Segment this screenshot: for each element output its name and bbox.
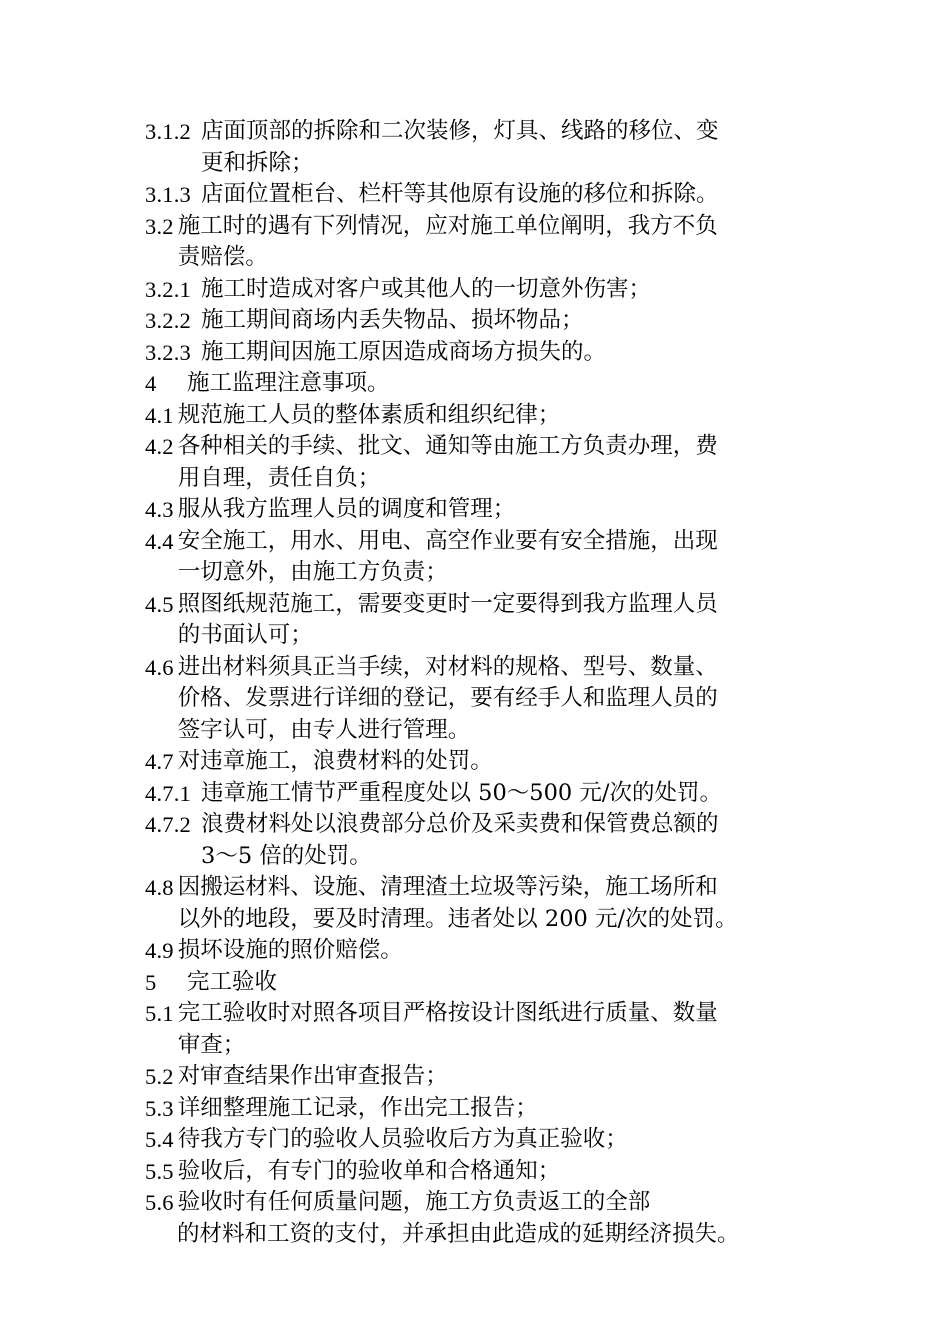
clause-line: 照图纸规范施工，需要变更时一定要得到我方监理人员 xyxy=(177,590,718,617)
clause-item xyxy=(145,179,810,211)
clause-text xyxy=(178,935,810,967)
clause-item xyxy=(145,1187,810,1219)
clause-text xyxy=(178,1093,810,1125)
clause-line: 对审查结果作出审查报告； xyxy=(177,1063,448,1089)
clause-number: 4.5 xyxy=(145,591,174,617)
clause-item xyxy=(145,935,810,967)
clause-item xyxy=(145,1093,810,1125)
clause-line: 施工期间商场内丢失物品、损坏物品； xyxy=(201,307,584,333)
clause-line: 因搬运材料、设施、清理渣土垃圾等污染，施工场所和 xyxy=(177,874,718,900)
clause-item xyxy=(145,305,810,337)
clause-line: 施工时造成对客户或其他人的一切意外伤害； xyxy=(201,275,652,302)
clause-line: 安全施工，用水、用电、高空作业要有安全措施，出现 xyxy=(177,527,718,554)
clause-text xyxy=(187,967,810,999)
clause-item xyxy=(145,1061,810,1093)
clause-item xyxy=(145,337,810,369)
clause-text xyxy=(201,274,810,306)
clause-text xyxy=(187,368,810,400)
continuation-line: 的材料和工资的支付，并承担由此造成的延期经济损失。 xyxy=(177,1220,740,1247)
clause-line: 施工期间因施工原因造成商场方损失的。 xyxy=(201,338,607,365)
clause-item xyxy=(145,211,810,274)
clause-text xyxy=(178,652,810,747)
clause-line: 店面位置柜台、栏杆等其他原有设施的移位和拆除。 xyxy=(201,181,719,207)
clause-line: 的书面认可； xyxy=(177,622,313,648)
clause-line: 验收后，有专门的验收单和合格通知； xyxy=(177,1157,561,1184)
clause-text xyxy=(178,526,810,589)
clause-number: 3.2 xyxy=(145,213,174,239)
clause-number: 3.1.2 xyxy=(145,119,191,144)
clause-line: 进出材料须具正当手续，对材料的规格、型号、数量、 xyxy=(177,653,718,680)
clause-line: 浪费材料处以浪费部分总价及采卖费和保管费总额的 xyxy=(201,811,719,837)
clause-item xyxy=(145,400,810,432)
clause-text xyxy=(178,998,810,1061)
clause-number: 5.3 xyxy=(145,1095,174,1121)
clause-line: 责赔偿。 xyxy=(177,244,268,270)
clause-text xyxy=(201,116,810,179)
clause-item xyxy=(145,526,810,589)
clause-line: 施工监理注意事项。 xyxy=(187,370,390,396)
clause-number: 4.4 xyxy=(145,528,174,554)
clause-number: 3.2.3 xyxy=(145,339,191,365)
clause-line: 一切意外，由施工方负责； xyxy=(177,559,448,585)
clause-text xyxy=(178,1061,810,1093)
clause-line: 损坏设施的照价赔偿。 xyxy=(177,937,403,963)
clause-text xyxy=(178,746,810,778)
clause-number: 5.1 xyxy=(145,1001,174,1026)
clause-line: 签字认可，由专人进行管理。 xyxy=(177,716,471,743)
clause-text xyxy=(178,1124,810,1156)
clause-item xyxy=(145,494,810,526)
clause-line: 对违章施工，浪费材料的处罚。 xyxy=(177,748,493,774)
clause-number: 4 xyxy=(145,371,157,396)
clause-line: 规范施工人员的整体素质和组织纪律； xyxy=(177,401,561,428)
clause-number: 4.2 xyxy=(145,434,174,459)
clause-item xyxy=(145,652,810,747)
clause-line: 服从我方监理人员的调度和管理； xyxy=(177,496,516,522)
clause-line: 3～5 倍的处罚。 xyxy=(201,842,372,869)
clause-number: 3.1.3 xyxy=(145,182,191,207)
clause-line: 违章施工情节严重程度处以 50～500 元/次的处罚。 xyxy=(201,779,722,806)
clause-number: 5.4 xyxy=(145,1127,174,1152)
clause-text xyxy=(178,1156,810,1188)
clause-item xyxy=(145,967,810,999)
clause-number: 5.2 xyxy=(145,1064,174,1089)
clause-item xyxy=(145,1156,810,1188)
clause-text xyxy=(201,809,810,872)
clause-number: 4.7.2 xyxy=(145,812,191,837)
clause-number: 4.9 xyxy=(145,938,174,963)
clause-line: 各种相关的手续、批文、通知等由施工方负责办理，费 xyxy=(177,433,718,459)
clause-item xyxy=(145,368,810,400)
clause-number: 4.1 xyxy=(145,402,174,428)
clause-item xyxy=(145,116,810,179)
clause-number: 5.6 xyxy=(145,1190,174,1215)
clause-number: 4.7 xyxy=(145,749,174,774)
clause-line: 价格、发票进行详细的登记，要有经手人和监理人员的 xyxy=(177,685,718,711)
clause-number: 4.8 xyxy=(145,875,174,900)
clause-item xyxy=(145,746,810,778)
clause-text xyxy=(178,872,810,935)
clause-number: 3.2.2 xyxy=(145,308,191,333)
clause-text xyxy=(178,400,810,432)
clause-text xyxy=(201,179,810,211)
clause-item xyxy=(145,872,810,935)
clause-line: 以外的地段，要及时清理。违者处以 200 元/次的处罚。 xyxy=(177,905,738,932)
clause-text xyxy=(178,431,810,494)
clause-line: 用自理，责任自负； xyxy=(177,464,381,491)
clause-text xyxy=(178,494,810,526)
clause-line: 详细整理施工记录，作出完工报告； xyxy=(177,1094,538,1121)
clause-line: 完工验收 xyxy=(187,968,278,995)
clause-line: 审查； xyxy=(177,1031,246,1058)
clause-line: 更和拆除； xyxy=(201,149,314,176)
clause-text xyxy=(201,337,810,369)
clause-number: 4.6 xyxy=(145,654,174,680)
clause-text xyxy=(178,589,810,652)
clause-line: 施工时的遇有下列情况，应对施工单位阐明，我方不负 xyxy=(177,212,718,239)
clause-item xyxy=(145,431,810,494)
clause-item xyxy=(145,274,810,306)
clause-number: 5 xyxy=(145,969,157,995)
clause-number: 5.5 xyxy=(145,1158,174,1184)
clause-line: 店面顶部的拆除和二次装修，灯具、线路的移位、变 xyxy=(201,118,719,144)
clause-number: 4.3 xyxy=(145,497,174,522)
clause-number: 4.7.1 xyxy=(145,780,191,806)
clause-item xyxy=(145,809,810,872)
clause-line: 待我方专门的验收人员验收后方为真正验收； xyxy=(177,1126,628,1152)
clause-text xyxy=(201,778,810,810)
document-body xyxy=(145,116,810,1250)
clause-text xyxy=(201,305,810,337)
clause-line: 完工验收时对照各项目严格按设计图纸进行质量、数量 xyxy=(177,1000,718,1026)
clause-text xyxy=(178,1187,810,1219)
clause-item xyxy=(145,1124,810,1156)
clause-text xyxy=(178,211,810,274)
clause-number: 3.2.1 xyxy=(145,276,191,302)
clause-item xyxy=(145,589,810,652)
clause-line: 验收时有任何质量问题，施工方负责返工的全部 xyxy=(177,1189,651,1215)
clause-item xyxy=(145,778,810,810)
clause-item xyxy=(145,998,810,1061)
